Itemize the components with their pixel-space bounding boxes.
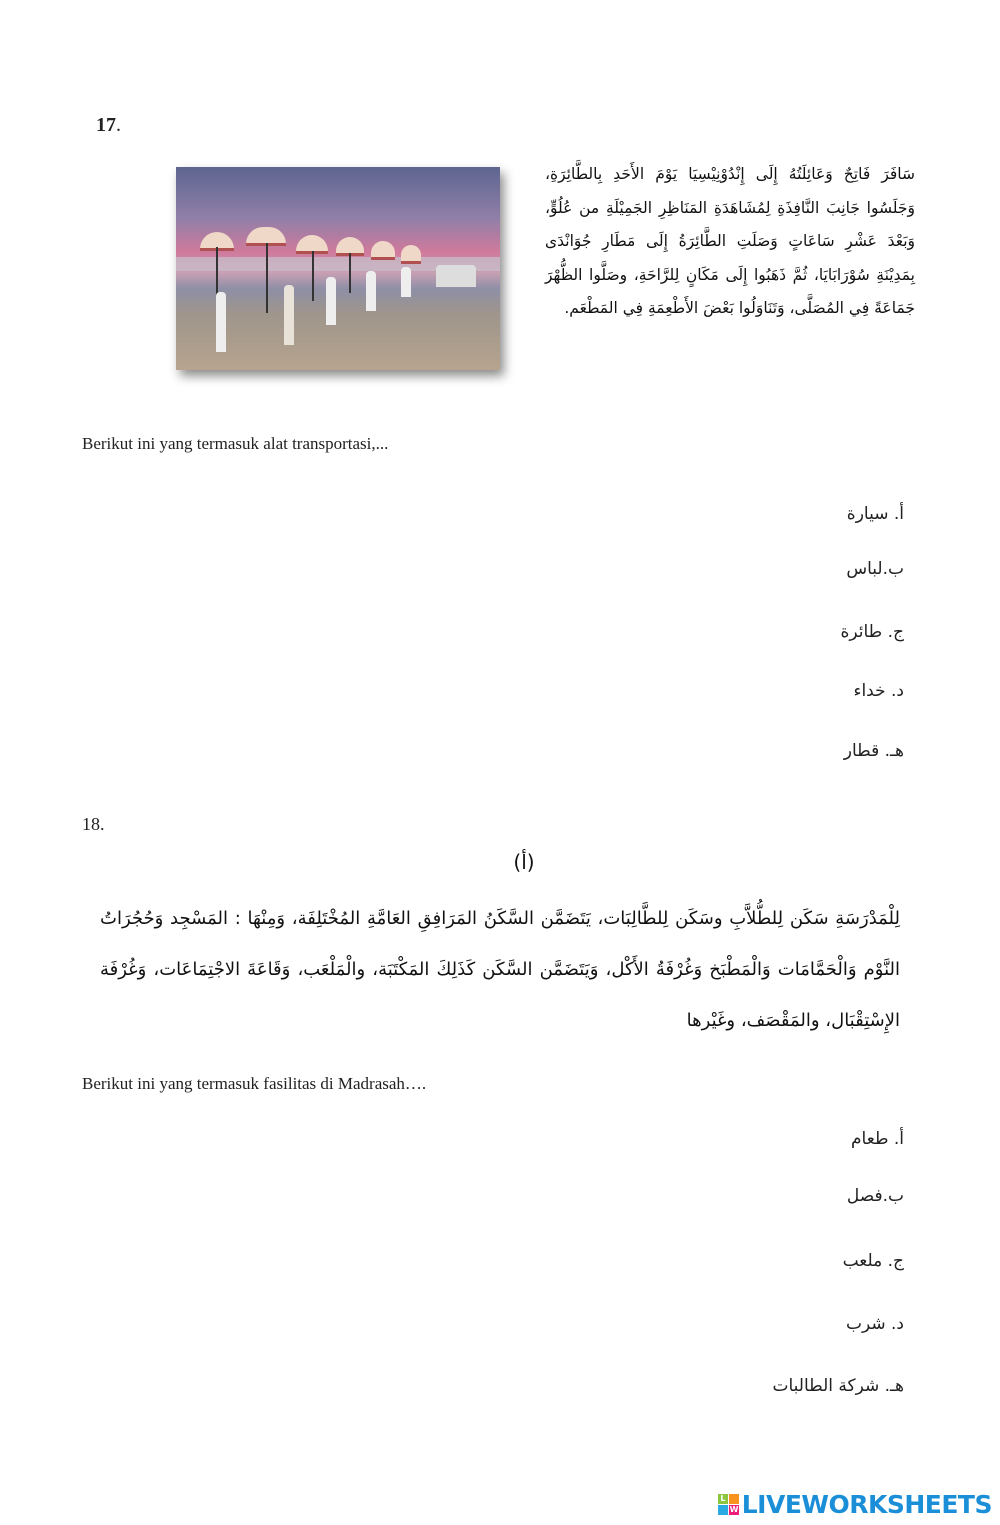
option-d-input[interactable]: د. شرب (845, 1314, 904, 1334)
question-17-number: 17. (96, 114, 121, 136)
logo-tile: W (729, 1505, 738, 1514)
balinese-procession-photo (176, 167, 500, 370)
option-b-input[interactable]: ب.فصل (846, 1186, 904, 1206)
logo-text: LIVEWORKSHEETS (741, 1490, 992, 1519)
logo-tile (718, 1505, 728, 1515)
liveworksheets-logo (718, 1490, 992, 1519)
option-d-input[interactable]: د. خداء (853, 681, 904, 701)
question-18-number: 18. (82, 814, 105, 834)
option-e-input[interactable]: هـ. قطار (843, 741, 904, 761)
option-b-input[interactable]: ب.لباس (846, 559, 904, 579)
option-a-input[interactable]: أ. طعام (851, 1129, 904, 1149)
option-c-input[interactable]: ج. ملعب (842, 1251, 904, 1271)
option-e-input[interactable]: هـ. شركة الطالبات (772, 1376, 904, 1396)
question-18-passage: لِلْمَدْرَسَةِ سَكَن لِلطُّلاَّبِ وسَكَن لِلطَّالِبَات، يَتَضَمَّن السَّكَنُ المَرَافِقِ العَامَّةِ المُخْتَلِفَة، وَمِنْهَا : المَسْجِد وَحُجُرَاتُ النَّوْم وَالْحَمَّامَات وَالْمَطْبَخ وَغُرْفَةُ الأَكْل، وَيَتَضَمَّن السَّكَن كَذَلِكَ المَكْتَبَة، والْمَلْعَب، وَقَاعَةَ الاجْتِمَاعَات، وَغُرْفَة الإِسْتِقْبَال، والمَقْصَف، وغَيْرها (100, 908, 900, 1031)
logo-tile: L (718, 1494, 728, 1504)
logo-icon (718, 1494, 739, 1515)
question-18-prompt: Berikut ini yang termasuk fasilitas di Madrasah…. (82, 1074, 427, 1093)
logo-tile (729, 1494, 739, 1504)
passage-heading: (أ) (513, 850, 535, 874)
option-c-input[interactable]: ج. طائرة (840, 622, 904, 642)
option-a-input[interactable]: أ. سيارة (846, 504, 904, 524)
question-17-passage: سَافَرَ فَاتِحٌ وَعَائِلَتُهُ إِلَى إِنْدُوْنِيْسِيَا يَوْمَ الأَحَدِ بِالطَّائِرَةِ، وَجَلَسُوا جَانِبَ النَّافِذَةِ لِمُشَاهَدَةِ المَنَاظِرِ الجَمِيْلَةِ من عُلُوٍّ، وَبَعْدَ عَشْرِ سَاعَاتٍ وَصَلَتِ الطَّائِرَةُ إِلَى مَطَارِ جُوَانْدَى بِمَدِيْنَةِ سُوْرَابَايَا، ثُمَّ ذَهَبُوا إِلَى مَكَانٍ لِلرَّاحَةِ، وصَلَّوا الظُّهْرَ جَمَاعَةً فِي المُصَلَّى، وَتَنَاوَلُوا بَعْضَ الأَطْعِمَةِ فِي المَطْعَم. (545, 165, 915, 317)
question-17-prompt: Berikut ini yang termasuk alat transportasi,... (82, 434, 389, 453)
